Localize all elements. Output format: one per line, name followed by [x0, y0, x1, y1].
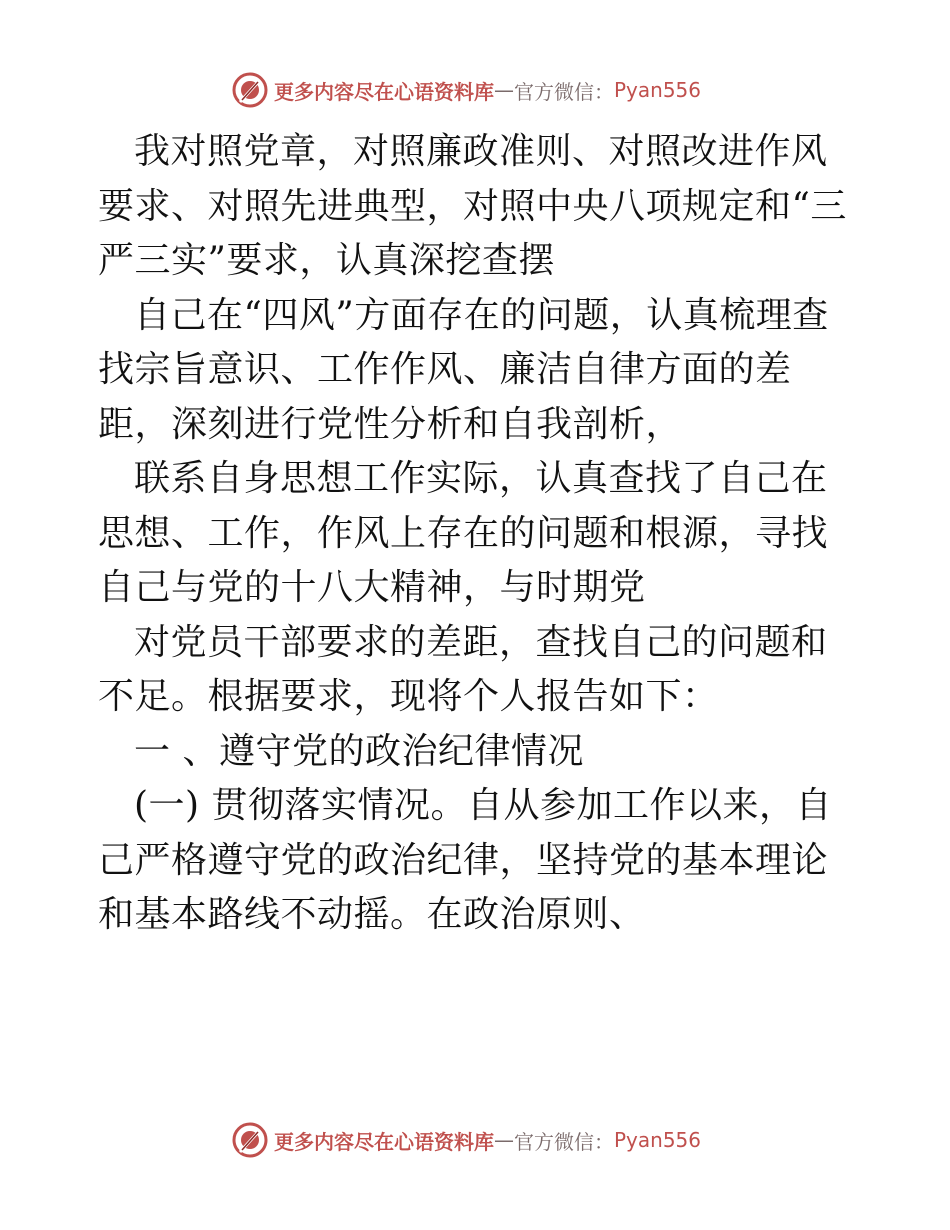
header-banner: [232, 70, 701, 110]
footer-banner: [232, 1120, 701, 1160]
banner-dash: —: [494, 1128, 514, 1152]
banner-main-text: 更多内容尽在心语资料库: [274, 79, 494, 104]
banner-wechat-label: 官方微信：: [514, 1129, 614, 1154]
paragraph: 联系自身思想工作实际，认真查找了自己在思想、工作，作风上存在的问题和根源，寻找自己与党的十八大精神，与时期党: [98, 458, 829, 608]
paragraph: 自己在“四风”方面存在的问题，认真梳理查找宗旨意识、工作作风、廉洁自律方面的差距，深刻进行党性分析和自我剖析，: [98, 294, 829, 445]
banner-dash: —: [494, 78, 514, 102]
paragraph: 对党员干部要求的差距，查找自己的问题和不足。根据要求，现将个人报告如下：: [98, 621, 828, 717]
banner-wechat-label: 官方微信：: [514, 79, 614, 104]
brand-logo-icon: [232, 72, 268, 108]
document-body: [98, 125, 858, 943]
banner-main-text: 更多内容尽在心语资料库: [274, 1129, 494, 1154]
section-heading: 一 、遵守党的政治纪律情况: [134, 730, 584, 772]
banner-account: Pyan556: [614, 1128, 702, 1152]
banner-account: Pyan556: [614, 78, 702, 102]
paragraph: 我对照党章，对照廉政准则、对照改进作风要求、对照先进典型，对照中央八项规定和“三严三实”要求，认真深挖查摆: [98, 131, 847, 281]
paragraph: (一) 贯彻落实情况。自从参加工作以来，自己严格遵守党的政治纪律，坚持党的基本理论和基本路线不动摇。在政治原则、: [98, 785, 833, 935]
brand-logo-icon: [232, 1122, 268, 1158]
